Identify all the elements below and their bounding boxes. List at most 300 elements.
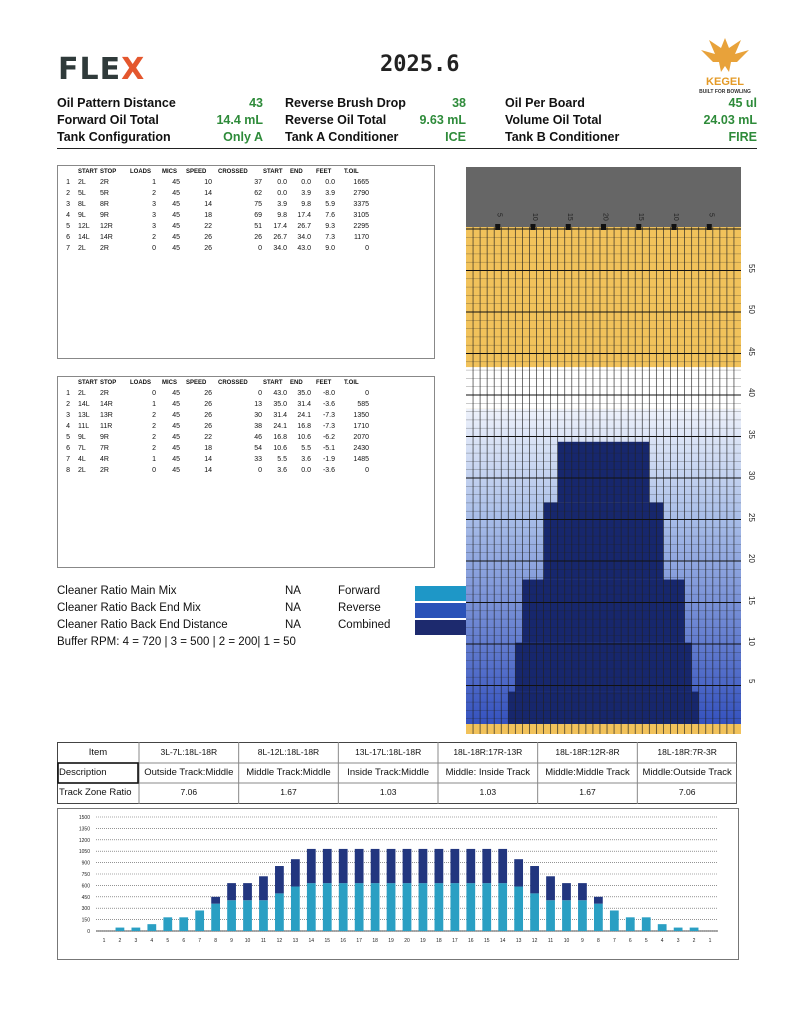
table-cell: 14 <box>204 201 212 208</box>
oil-bar <box>594 897 603 904</box>
table-cell: 4L <box>78 456 86 463</box>
table-cell: 2 <box>152 445 156 452</box>
oil-bar <box>131 928 140 931</box>
table-cell: 16.8 <box>273 434 287 441</box>
oil-bar <box>291 859 300 886</box>
x-tick-label: 9 <box>230 938 233 944</box>
table-cell: 43.0 <box>297 245 311 252</box>
table-cell: 7.3 <box>325 234 335 241</box>
column-header: START <box>263 169 283 175</box>
ratio-label: Cleaner Ratio Main Mix <box>57 585 177 597</box>
table-cell: 9.3 <box>325 223 335 230</box>
x-tick-label: 8 <box>214 938 218 944</box>
oil-bar <box>323 849 332 883</box>
table-cell: 5.9 <box>325 201 335 208</box>
oil-bar <box>435 849 444 883</box>
y-tick-label: 750 <box>81 872 90 878</box>
table-cell: 45 <box>172 223 180 230</box>
target-arrow <box>671 224 676 230</box>
table-cell: 9R <box>100 434 109 441</box>
table-cell: 31.4 <box>273 412 287 419</box>
table-cell: 24.1 <box>297 412 311 419</box>
table-cell: 45 <box>172 234 180 241</box>
table-cell: 2 <box>152 423 156 430</box>
y-tick-label: 150 <box>81 917 90 924</box>
table-cell: 2L <box>78 245 86 252</box>
oil-bar <box>259 876 268 900</box>
table-cell: 0.0 <box>301 179 311 186</box>
table-cell: 8R <box>100 201 109 208</box>
oil-bar <box>498 883 507 931</box>
legend-swatch <box>415 603 467 618</box>
pattern-title: 2025.6 <box>380 52 460 77</box>
table-cell: 3 <box>66 201 70 208</box>
oil-bar <box>227 900 236 931</box>
table-cell: 14 <box>204 456 212 463</box>
oil-bar <box>116 928 125 931</box>
oil-bar <box>642 917 651 931</box>
x-tick-label: 13 <box>292 938 299 944</box>
table-cell: 26 <box>254 234 262 241</box>
table-cell: 43.0 <box>273 390 287 397</box>
table-cell: 45 <box>172 245 180 252</box>
column-header: T.OIL <box>344 380 359 386</box>
table-cell: -7.3 <box>322 412 335 419</box>
table-cell: 0.0 <box>277 179 287 186</box>
table-cell: 45 <box>172 212 180 219</box>
table-cell: 11L <box>78 423 90 430</box>
summary-value: 9.63 mL <box>419 113 466 127</box>
distance-label: 5 <box>747 678 756 683</box>
column-header: SPEED <box>186 380 207 386</box>
table-cell: 45 <box>172 434 180 441</box>
y-tick-label: 1500 <box>78 815 90 821</box>
table-cell: 3.6 <box>301 456 311 463</box>
table-cell: -5.1 <box>322 445 335 452</box>
oil-bar <box>163 917 172 931</box>
table-cell: 10.6 <box>297 434 311 441</box>
oil-block <box>522 580 684 643</box>
x-tick-label: 12 <box>276 938 283 944</box>
table-cell: 1170 <box>353 234 369 241</box>
track-row-label: Item <box>88 747 108 758</box>
table-cell: 14 <box>204 190 212 197</box>
table-cell: 2L <box>78 467 86 474</box>
table-cell: 45 <box>172 390 180 397</box>
summary-value: 43 <box>249 96 263 110</box>
oil-bar <box>371 849 380 883</box>
oil-bar <box>307 849 316 883</box>
buffer-rpm: Buffer RPM: 4 = 720 | 3 = 500 | 2 = 200| 1 = 50 <box>57 636 296 648</box>
table-cell: 4R <box>100 456 109 463</box>
track-row-label: Description <box>59 767 107 778</box>
track-cell: 7.06 <box>180 787 198 797</box>
x-tick-label: 5 <box>644 938 648 944</box>
table-cell: 7R <box>100 445 109 452</box>
oil-bar <box>450 883 459 931</box>
oil-bar <box>658 924 667 931</box>
table-cell: 17.4 <box>273 223 287 230</box>
column-header: END <box>290 380 303 386</box>
table-cell: 26 <box>204 412 212 419</box>
summary-value: 24.03 mL <box>703 113 757 127</box>
lane-oil-graph <box>466 167 741 734</box>
distance-label: 20 <box>747 554 756 563</box>
x-tick-label: 11 <box>260 938 267 944</box>
table-cell: 1 <box>152 401 156 408</box>
oil-bar <box>546 900 555 931</box>
table-cell: 14R <box>100 234 113 241</box>
y-tick-label: 0 <box>87 929 90 935</box>
x-tick-label: 7 <box>198 938 202 944</box>
oil-bar <box>530 866 539 893</box>
table-cell: 0 <box>152 390 156 397</box>
summary-value: 45 ul <box>728 96 757 110</box>
table-cell: 8 <box>66 467 70 474</box>
arrow-label: 5 <box>495 213 503 217</box>
arrow-label: 15 <box>566 213 574 221</box>
column-header: FEET <box>316 169 332 175</box>
oil-bar <box>275 893 284 931</box>
distance-label: 10 <box>747 637 756 646</box>
column-header: SPEED <box>186 169 207 175</box>
table-cell: 26 <box>204 234 212 241</box>
oil-bar <box>211 897 220 904</box>
table-cell: 0 <box>152 467 156 474</box>
brand-tagline: BUILT FOR BOWLING <box>699 89 751 95</box>
oil-bar <box>323 883 332 931</box>
summary-row <box>57 96 757 113</box>
oil-bar <box>514 859 523 886</box>
x-tick-label: 1 <box>708 938 712 944</box>
table-cell: 75 <box>254 201 262 208</box>
table-cell: 45 <box>172 456 180 463</box>
track-cell: Inside Track:Middle <box>347 767 430 778</box>
oil-bar <box>195 910 204 931</box>
x-tick-label: 1 <box>102 938 106 944</box>
summary-value: ICE <box>445 130 466 144</box>
table-cell: 0 <box>152 245 156 252</box>
track-cell: Outside Track:Middle <box>144 767 234 778</box>
oil-bar <box>435 883 444 931</box>
track-cell: 3L-7L:18L-18R <box>160 747 218 757</box>
board-oil-svg <box>58 809 738 959</box>
oil-bar <box>403 883 412 931</box>
arrow-label: 20 <box>601 213 609 221</box>
y-tick-label: 1350 <box>78 826 90 833</box>
summary-value: 38 <box>452 96 466 110</box>
table-cell: -3.6 <box>322 467 335 474</box>
table-cell: 5R <box>100 190 109 197</box>
x-tick-label: 14 <box>499 938 506 944</box>
target-arrow <box>495 224 500 230</box>
track-cell: Middle:Middle Track <box>545 767 630 778</box>
summary-label: Tank A Conditioner <box>285 130 399 144</box>
table-cell: 45 <box>172 445 180 452</box>
forward-table <box>57 165 435 359</box>
table-cell: 1485 <box>353 456 369 463</box>
table-cell: 0 <box>365 467 369 474</box>
board-oil-chart <box>57 808 739 960</box>
x-tick-label: 4 <box>660 938 664 944</box>
table-cell: 3.9 <box>277 201 287 208</box>
distance-label: 25 <box>747 512 756 522</box>
table-cell: 1665 <box>353 179 369 186</box>
x-tick-label: 6 <box>628 938 632 944</box>
x-tick-label: 10 <box>244 938 251 944</box>
table-cell: 3.9 <box>325 190 335 197</box>
column-header: STOP <box>100 169 117 175</box>
arrow-label: 10 <box>530 213 538 221</box>
column-header: MICS <box>162 380 177 386</box>
column-header: MICS <box>162 169 177 175</box>
x-tick-label: 8 <box>596 938 600 944</box>
table-cell: -6.2 <box>322 434 335 441</box>
table-cell: 3 <box>152 223 156 230</box>
table-cell: 5.5 <box>301 445 311 452</box>
lane-distance-labels <box>742 167 762 734</box>
brand-name: KEGEL <box>706 76 744 88</box>
table-cell: 26 <box>204 390 212 397</box>
table-cell: 26.7 <box>273 234 287 241</box>
table-cell: 0.0 <box>277 190 287 197</box>
track-cell: Middle:Outside Track <box>642 767 732 778</box>
table-cell: 1 <box>152 456 156 463</box>
track-cell: 1.03 <box>479 787 497 797</box>
x-tick-label: 3 <box>676 938 680 944</box>
oil-bar <box>594 904 603 931</box>
arrow-label: 5 <box>707 213 715 217</box>
column-header: LOADS <box>130 380 151 386</box>
oil-bar <box>578 883 587 900</box>
oil-bar <box>259 900 268 931</box>
arrow-label: 10 <box>672 213 680 221</box>
oil-bar <box>514 887 523 931</box>
column-header: STOP <box>100 380 117 386</box>
x-tick-label: 16 <box>340 938 346 944</box>
table-cell: 45 <box>172 467 180 474</box>
table-cell: 18 <box>204 212 212 219</box>
table-cell: 1350 <box>353 412 369 419</box>
track-cell: 1.67 <box>280 787 297 797</box>
oil-bar <box>387 883 396 931</box>
oil-bar <box>243 883 252 900</box>
track-cell: Middle: Inside Track <box>445 767 531 778</box>
table-cell: 16.8 <box>297 423 311 430</box>
oil-bar <box>626 917 635 931</box>
target-arrow <box>601 224 606 230</box>
table-cell: 7.6 <box>325 212 335 219</box>
lane-oil-svg <box>466 167 741 734</box>
table-cell: 0 <box>365 390 369 397</box>
x-tick-label: 12 <box>531 938 538 944</box>
oil-bar <box>450 849 459 883</box>
summary-value: 14.4 mL <box>216 113 263 127</box>
table-cell: 3105 <box>353 212 369 219</box>
distance-label: 35 <box>747 429 756 439</box>
x-tick-label: 20 <box>404 938 410 944</box>
table-cell: 14 <box>204 467 212 474</box>
column-header: T.OIL <box>344 169 359 175</box>
summary-label: Oil Pattern Distance <box>57 96 176 110</box>
table-cell: 585 <box>357 401 369 408</box>
table-cell: 0 <box>258 245 262 252</box>
x-tick-label: 3 <box>134 938 138 944</box>
oil-bar <box>387 849 396 883</box>
table-cell: 12R <box>100 223 113 230</box>
legend-label: Reverse <box>338 602 381 614</box>
oil-bar <box>227 883 236 900</box>
table-cell: 45 <box>172 412 180 419</box>
table-cell: 2 <box>152 190 156 197</box>
column-header: START <box>263 380 283 386</box>
table-cell: 2R <box>100 467 109 474</box>
table-cell: 54 <box>254 445 262 452</box>
oil-bar <box>482 883 491 931</box>
oil-bar <box>339 883 348 931</box>
table-cell: 22 <box>204 223 212 230</box>
table-cell: 35.0 <box>297 390 311 397</box>
x-tick-label: 10 <box>563 938 570 944</box>
oil-bar <box>498 849 507 883</box>
table-cell: 45 <box>172 423 180 430</box>
target-arrow <box>530 224 535 230</box>
white-zone <box>466 367 741 409</box>
x-tick-label: 2 <box>118 938 122 944</box>
table-cell: 46 <box>254 434 262 441</box>
table-cell: 38 <box>254 423 262 430</box>
x-tick-label: 6 <box>182 938 186 944</box>
table-cell: 17.4 <box>297 212 311 219</box>
table-cell: 22 <box>204 434 212 441</box>
summary-row <box>57 130 757 147</box>
target-arrow <box>566 224 571 230</box>
summary-label: Forward Oil Total <box>57 113 159 127</box>
table-cell: 45 <box>172 179 180 186</box>
table-cell: -1.9 <box>322 456 335 463</box>
y-tick-label: 900 <box>81 860 90 867</box>
table-cell: 2790 <box>353 190 369 197</box>
table-cell: 2L <box>78 390 86 397</box>
table-cell: 4 <box>66 423 70 430</box>
table-cell: 2 <box>66 190 70 197</box>
arrow-label: 15 <box>636 213 644 221</box>
summary-label: Tank Configuration <box>57 130 171 144</box>
oil-bar <box>690 928 699 931</box>
table-cell: 26.7 <box>297 223 311 230</box>
table-cell: 2 <box>66 401 70 408</box>
track-cell: 7.06 <box>678 787 696 797</box>
y-tick-label: 300 <box>81 906 90 913</box>
x-tick-label: 13 <box>515 938 522 944</box>
distance-label: 30 <box>747 471 756 480</box>
oil-bar <box>562 900 571 931</box>
table-cell: 2R <box>100 179 109 186</box>
table-cell: 2 <box>152 434 156 441</box>
distance-label: 15 <box>747 595 756 605</box>
ratio-value: NA <box>285 585 301 597</box>
table-cell: 9.8 <box>301 201 311 208</box>
table-cell: 2 <box>152 412 156 419</box>
column-header: FEET <box>316 380 332 386</box>
table-cell: 4 <box>66 212 70 219</box>
x-tick-label: 19 <box>388 938 394 944</box>
distance-label: 50 <box>747 305 756 314</box>
oil-bar <box>419 883 428 931</box>
oil-block <box>544 502 664 579</box>
x-tick-label: 5 <box>166 938 170 944</box>
cleaner-ratios <box>57 585 477 665</box>
oil-bar <box>179 917 188 931</box>
table-cell: 10.6 <box>273 445 287 452</box>
y-tick-label: 450 <box>81 894 90 901</box>
track-zone-table <box>57 742 737 804</box>
table-cell: 45 <box>172 190 180 197</box>
table-cell: 1 <box>152 179 156 186</box>
table-cell: 62 <box>254 190 262 197</box>
table-cell: 6 <box>66 234 70 241</box>
table-cell: 26 <box>204 245 212 252</box>
track-cell: Middle Track:Middle <box>246 767 331 778</box>
flex-logo: FLEX <box>58 52 146 87</box>
table-cell: 26 <box>204 401 212 408</box>
y-tick-label: 600 <box>81 883 90 890</box>
table-cell: 3 <box>152 212 156 219</box>
x-tick-label: 16 <box>468 938 474 944</box>
table-cell: 0 <box>258 467 262 474</box>
track-cell: 1.03 <box>379 787 397 797</box>
table-cell: 14L <box>78 401 90 408</box>
table-cell: 33 <box>254 456 262 463</box>
oil-bar <box>403 849 412 883</box>
table-cell: 0.0 <box>301 467 311 474</box>
oil-bar <box>275 866 284 893</box>
table-cell: 3.9 <box>301 190 311 197</box>
table-cell: 9.8 <box>277 212 287 219</box>
table-cell: 5 <box>66 223 70 230</box>
table-cell: 31.4 <box>297 401 311 408</box>
legend-swatch <box>415 620 467 635</box>
summary-value: Only A <box>223 130 263 144</box>
table-cell: 30 <box>254 412 262 419</box>
oil-bar <box>610 910 619 931</box>
table-cell: 13R <box>100 412 113 419</box>
summary-label: Volume Oil Total <box>505 113 602 127</box>
oil-bar <box>307 883 316 931</box>
legend-label: Combined <box>338 619 391 631</box>
ratio-value: NA <box>285 602 301 614</box>
oil-bar <box>339 849 348 883</box>
table-cell: 34.0 <box>273 245 287 252</box>
table-cell: 9L <box>78 434 86 441</box>
target-arrow <box>636 224 641 230</box>
oil-bar <box>562 883 571 900</box>
oil-bar <box>530 893 539 931</box>
table-cell: 24.1 <box>273 423 287 430</box>
x-tick-label: 2 <box>692 938 696 944</box>
table-cell: 6 <box>66 445 70 452</box>
table-cell: 2L <box>78 179 86 186</box>
pattern-summary <box>57 96 757 149</box>
table-cell: 2R <box>100 390 109 397</box>
table-cell: 2430 <box>353 445 369 452</box>
ratio-label: Cleaner Ratio Back End Mix <box>57 602 201 614</box>
table-cell: 18 <box>204 445 212 452</box>
table-cell: 37 <box>254 179 262 186</box>
table-cell: 7 <box>66 456 70 463</box>
x-tick-label: 7 <box>612 938 616 944</box>
y-tick-label: 1200 <box>78 837 90 844</box>
